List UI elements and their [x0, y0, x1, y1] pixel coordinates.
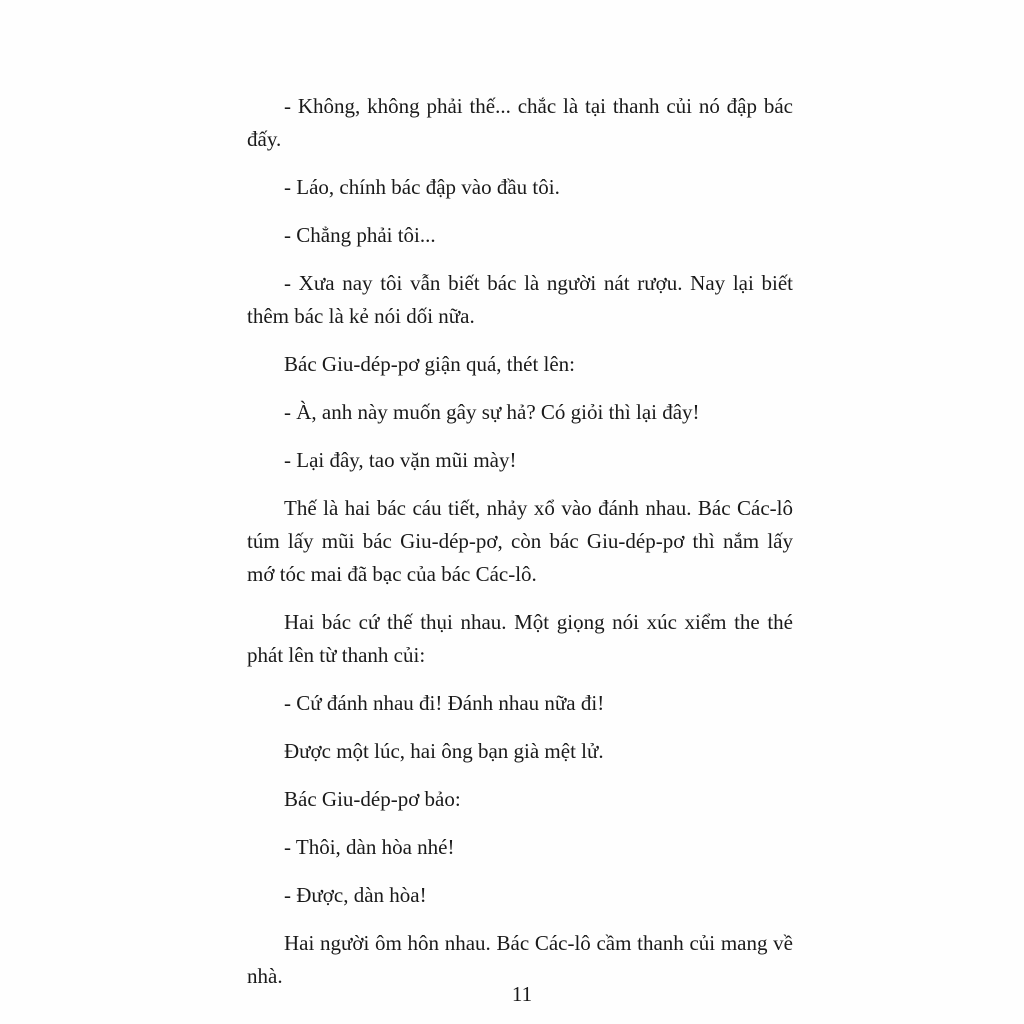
- paragraph: - À, anh này muốn gây sự hả? Có giỏi thì lại đây!: [284, 400, 700, 424]
- paragraph: Thế là hai bác cáu tiết, nhảy xổ vào đánh nhau. Bác Các-lô túm lấy mũi bác Giu-dép-pơ, còn bác Giu-dép-pơ thì nắm lấy mớ tóc mai đã bạc của bác Các-lô.: [247, 496, 793, 586]
- paragraph: - Cứ đánh nhau đi! Đánh nhau nữa đi!: [284, 691, 605, 715]
- paragraph: - Không, không phải thế... chắc là tại thanh củi nó đập bác đấy.: [247, 94, 793, 151]
- paragraph: Được một lúc, hai ông bạn già mệt lử.: [284, 739, 604, 763]
- paragraph: - Xưa nay tôi vẫn biết bác là người nát rượu. Nay lại biết thêm bác là kẻ nói dối nữa.: [247, 271, 793, 328]
- paragraph: Hai người ôm hôn nhau. Bác Các-lô cầm thanh củi mang về nhà.: [247, 931, 793, 988]
- story-text: [247, 90, 793, 1008]
- paragraph: - Láo, chính bác đập vào đầu tôi.: [284, 175, 560, 199]
- paragraph: - Lại đây, tao vặn mũi mày!: [284, 448, 517, 472]
- paragraph: - Được, dàn hòa!: [284, 883, 427, 907]
- paragraph: Hai bác cứ thế thụi nhau. Một giọng nói xúc xiểm the thé phát lên từ thanh củi:: [247, 610, 793, 667]
- paragraph: - Chẳng phải tôi...: [284, 223, 436, 247]
- paragraph: Bác Giu-dép-pơ bảo:: [284, 787, 461, 811]
- paragraph: Bác Giu-dép-pơ giận quá, thét lên:: [284, 352, 576, 376]
- page-number: 11: [511, 982, 533, 1006]
- paragraph: - Thôi, dàn hòa nhé!: [284, 835, 455, 859]
